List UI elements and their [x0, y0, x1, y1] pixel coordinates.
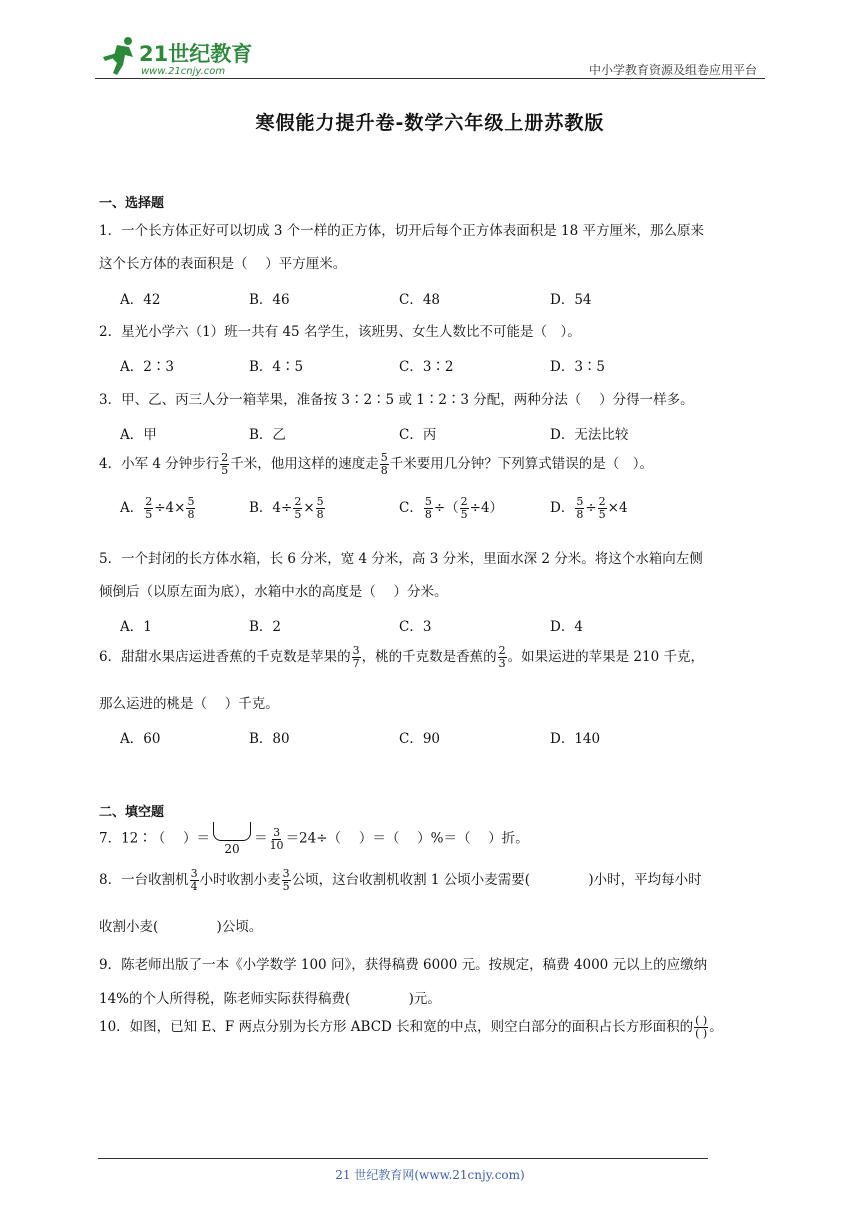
blank-fraction: 20	[213, 822, 251, 856]
question-3-line1: 3．甲、乙、丙三人分一箱苹果，准备按 3∶2∶5 或 1∶2∶3 分配，两种分法（ ）分得一样多。	[99, 392, 694, 408]
q5-option-a: A．1	[120, 619, 152, 635]
question-6-line2: 那么运进的桃是（ ）千克。	[99, 696, 279, 712]
q4-text-1: 4．小军 4 分钟步行	[99, 456, 220, 472]
fraction: ( ) ( )	[695, 1014, 708, 1040]
header-divider	[95, 78, 765, 79]
question-8-line2: 收割小麦( )公顷。	[99, 919, 263, 935]
question-2-line1: 2．星光小学六（1）班一共有 45 名学生，该班男、女生人数比不可能是（ ）。	[99, 324, 581, 340]
footer-text: 21 世纪教育网(www.21cnjy.com)	[335, 1168, 525, 1182]
q4-option-a: A． $\frac{2}{5}$ ÷4× $\frac{5}{8}$	[120, 495, 195, 521]
q6-option-a: A．60	[120, 731, 161, 747]
q6-option-d: D．140	[550, 731, 601, 747]
question-7: 7．12∶（ ）＝ 20 ＝ $\frac{3}{10}$ ＝24÷（ ）＝（ ）%＝（ ）折。	[99, 822, 529, 856]
logo-url: www.21cnjy.com	[141, 66, 226, 77]
q6-option-b: B．80	[249, 731, 290, 747]
page-title: 寒假能力提升卷-数学六年级上册苏教版	[255, 112, 605, 134]
q4-option-c: C． $\frac{5}{8}$ ÷（ $\frac{2}{5}$ ÷4）	[399, 495, 504, 521]
q2-option-a: A．2∶3	[120, 359, 174, 375]
q2-option-b: B．4∶5	[249, 359, 304, 375]
question-10: 10．如图，已知 E、F 两点分别为长方形 ABCD 长和宽的中点，则空白部分的面积占长方形面积的 ( ) ( ) 。	[99, 1014, 723, 1040]
footer-divider	[98, 1158, 708, 1159]
fraction: $\frac{3}{5}$	[282, 867, 290, 893]
fraction: $\frac{2}{5}$	[221, 451, 229, 477]
section-heading-choice: 一、选择题	[99, 196, 165, 211]
question-4-line1	[99, 452, 653, 477]
q2-option-d: D．3∶5	[550, 359, 606, 375]
q4-text-2: 千米，他用这样的速度走	[230, 456, 379, 472]
q3-option-b: B．乙	[249, 427, 286, 443]
q5-option-d: D．4	[550, 619, 583, 635]
fraction: $\frac{3}{4}$	[190, 867, 198, 893]
q5-option-b: B．2	[249, 619, 282, 635]
fraction: $\frac{3}{7}$	[352, 644, 360, 670]
question-9-line1: 9．陈老师出版了一本《小学数学 100 问》，获得稿费 6000 元。按规定，稿费 4000 元以上的应缴纳	[99, 957, 708, 973]
q3-option-d: D．无法比较	[550, 427, 629, 443]
q4-text-3: 千米要用几分钟？下列算式错误的是（ ）。	[389, 456, 654, 472]
fraction: $\frac{3}{10}$	[269, 826, 284, 852]
question-5-line2: 倾倒后（以原左面为底），水箱中水的高度是（ ）分米。	[99, 584, 448, 600]
question-9-line2: 14%的个人所得税，陈老师实际获得稿费( )元。	[99, 991, 441, 1007]
section-heading-fill: 二、填空题	[99, 805, 165, 820]
fraction: $\frac{2}{3}$	[498, 644, 506, 670]
q5-option-c: C．3	[399, 619, 432, 635]
question-1-line1: 1．一个长方体正好可以切成 3 个一样的正方体，切开后每个正方体表面积是 18 平方厘米，那么原来	[99, 223, 705, 239]
q4-option-d: D． $\frac{5}{8}$ ÷ $\frac{2}{5}$ ×4	[550, 495, 628, 521]
q3-option-a: A．甲	[120, 427, 157, 443]
platform-label: 中小学教育资源及组卷应用平台	[588, 63, 757, 77]
question-8-line1: 8．一台收割机 $\frac{3}{4}$ 小时收割小麦 $\frac{3}{5}$ 公顷，这台收割机收割 1 公顷小麦需要( )小时，平均每小时	[99, 867, 702, 893]
logo-text: 21世纪教育	[139, 42, 253, 66]
q6-option-c: C．90	[399, 731, 441, 747]
question-6-line1: 6．甜甜水果店运进香蕉的千克数是苹果的 $\frac{3}{7}$ ，桃的千克数是香蕉的 $\frac{2}{3}$ 。如果运进的苹果是 210 千克，	[99, 644, 704, 670]
q3-option-c: C．丙	[399, 427, 437, 443]
q1-option-b: B．46	[249, 292, 290, 308]
q1-option-c: C．48	[399, 292, 441, 308]
question-5-line1: 5．一个封闭的长方体水箱，长 6 分米，宽 4 分米，高 3 分米，里面水深 2 分米。将这个水箱向左侧	[99, 551, 703, 567]
fraction: $\frac{5}{8}$	[380, 451, 388, 477]
q1-option-a: A．42	[120, 292, 161, 308]
q4-option-b: B．4÷ $\frac{2}{5}$ × $\frac{5}{8}$	[249, 495, 324, 521]
question-1-line2: 这个长方体的表面积是（ ）平方厘米。	[99, 256, 347, 272]
q2-option-c: C．3∶2	[399, 359, 454, 375]
q1-option-d: D．54	[550, 292, 592, 308]
brand-logo	[95, 35, 260, 79]
